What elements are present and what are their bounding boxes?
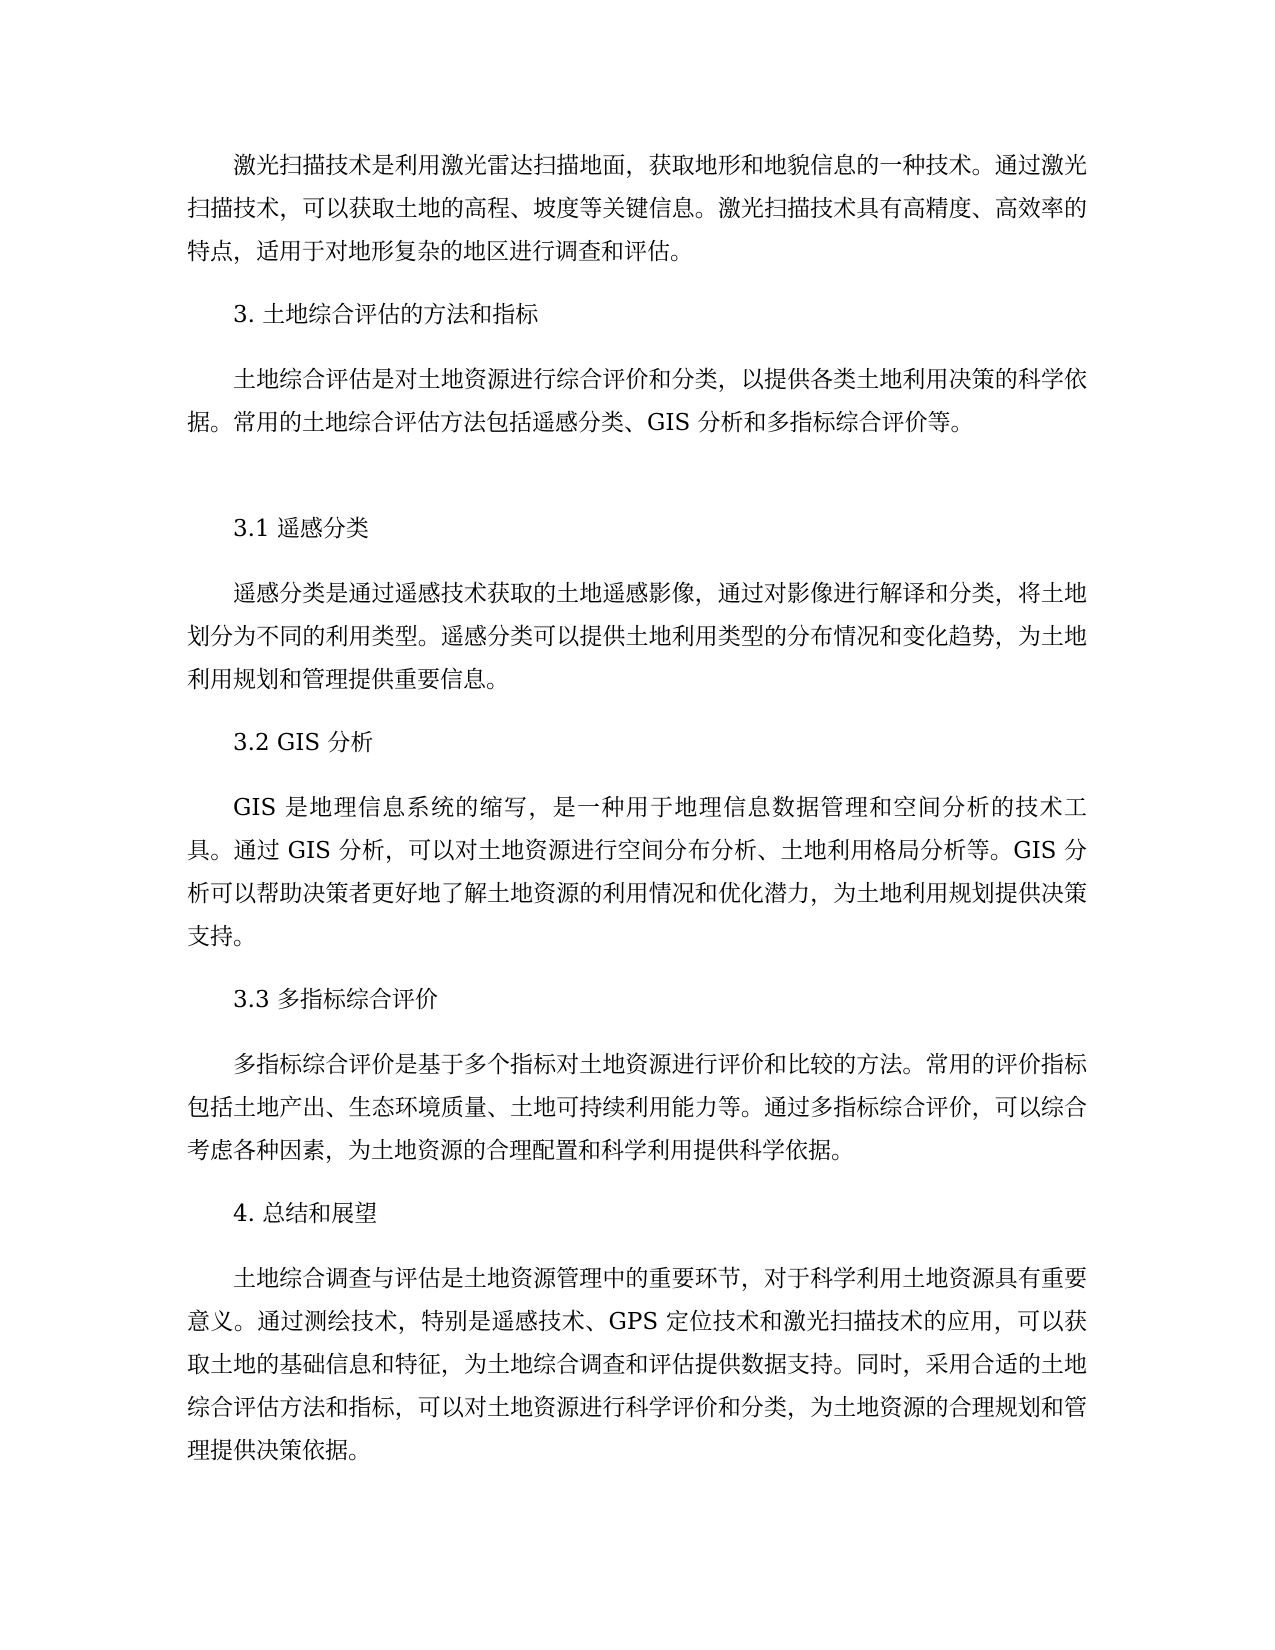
section-heading-3-2: 3.2 GIS 分析 xyxy=(233,730,374,756)
paragraph-section-3-2: GIS 是地理信息系统的缩写，是一种用于地理信息数据管理和空间分析的技术工具。通过 GIS 分析，可以对土地资源进行空间分布分析、土地利用格局分析等。GIS 分析可以帮助决策者更好地了解土地资源的利用情况和优化潜力，为土地利用规划提供决策支持。 xyxy=(187,795,1087,950)
section-heading-3-1: 3.1 遥感分类 xyxy=(233,516,369,542)
section-heading-3-3: 3.3 多指标综合评价 xyxy=(233,987,438,1013)
paragraph-laser-scanning: 激光扫描技术是利用激光雷达扫描地面，获取地形和地貌信息的一种技术。通过激光扫描技术，可以获取土地的高程、坡度等关键信息。激光扫描技术具有高精度、高效率的特点，适用于对地形复杂的地区进行调查和评估。 xyxy=(187,153,1087,265)
section-heading-3: 3. 土地综合评估的方法和指标 xyxy=(233,302,539,328)
paragraph-section-3-1: 遥感分类是通过遥感技术获取的土地遥感影像，通过对影像进行解译和分类，将土地划分为不同的利用类型。遥感分类可以提供土地利用类型的分布情况和变化趋势，为土地利用规划和管理提供重要信息。 xyxy=(187,581,1087,693)
paragraph-section-3: 土地综合评估是对土地资源进行综合评价和分类，以提供各类土地利用决策的科学依据。常用的土地综合评估方法包括遥感分类、GIS 分析和多指标综合评价等。 xyxy=(187,367,1087,436)
paragraph-section-4: 土地综合调查与评估是土地资源管理中的重要环节，对于科学利用土地资源具有重要意义。通过测绘技术，特别是遥感技术、GPS 定位技术和激光扫描技术的应用，可以获取土地的基础信息和特征，为土地综合调查和评估提供数据支持。同时，采用合适的土地综合评估方法和指标，可以对土地资源进行科学评价和分类，为土地资源的合理规划和管理提供决策依据。 xyxy=(187,1266,1087,1464)
paragraph-section-3-3: 多指标综合评价是基于多个指标对土地资源进行评价和比较的方法。常用的评价指标包括土地产出、生态环境质量、土地可持续利用能力等。通过多指标综合评价，可以综合考虑各种因素，为土地资源的合理配置和科学利用提供科学依据。 xyxy=(187,1052,1087,1164)
section-heading-4: 4. 总结和展望 xyxy=(233,1201,378,1227)
